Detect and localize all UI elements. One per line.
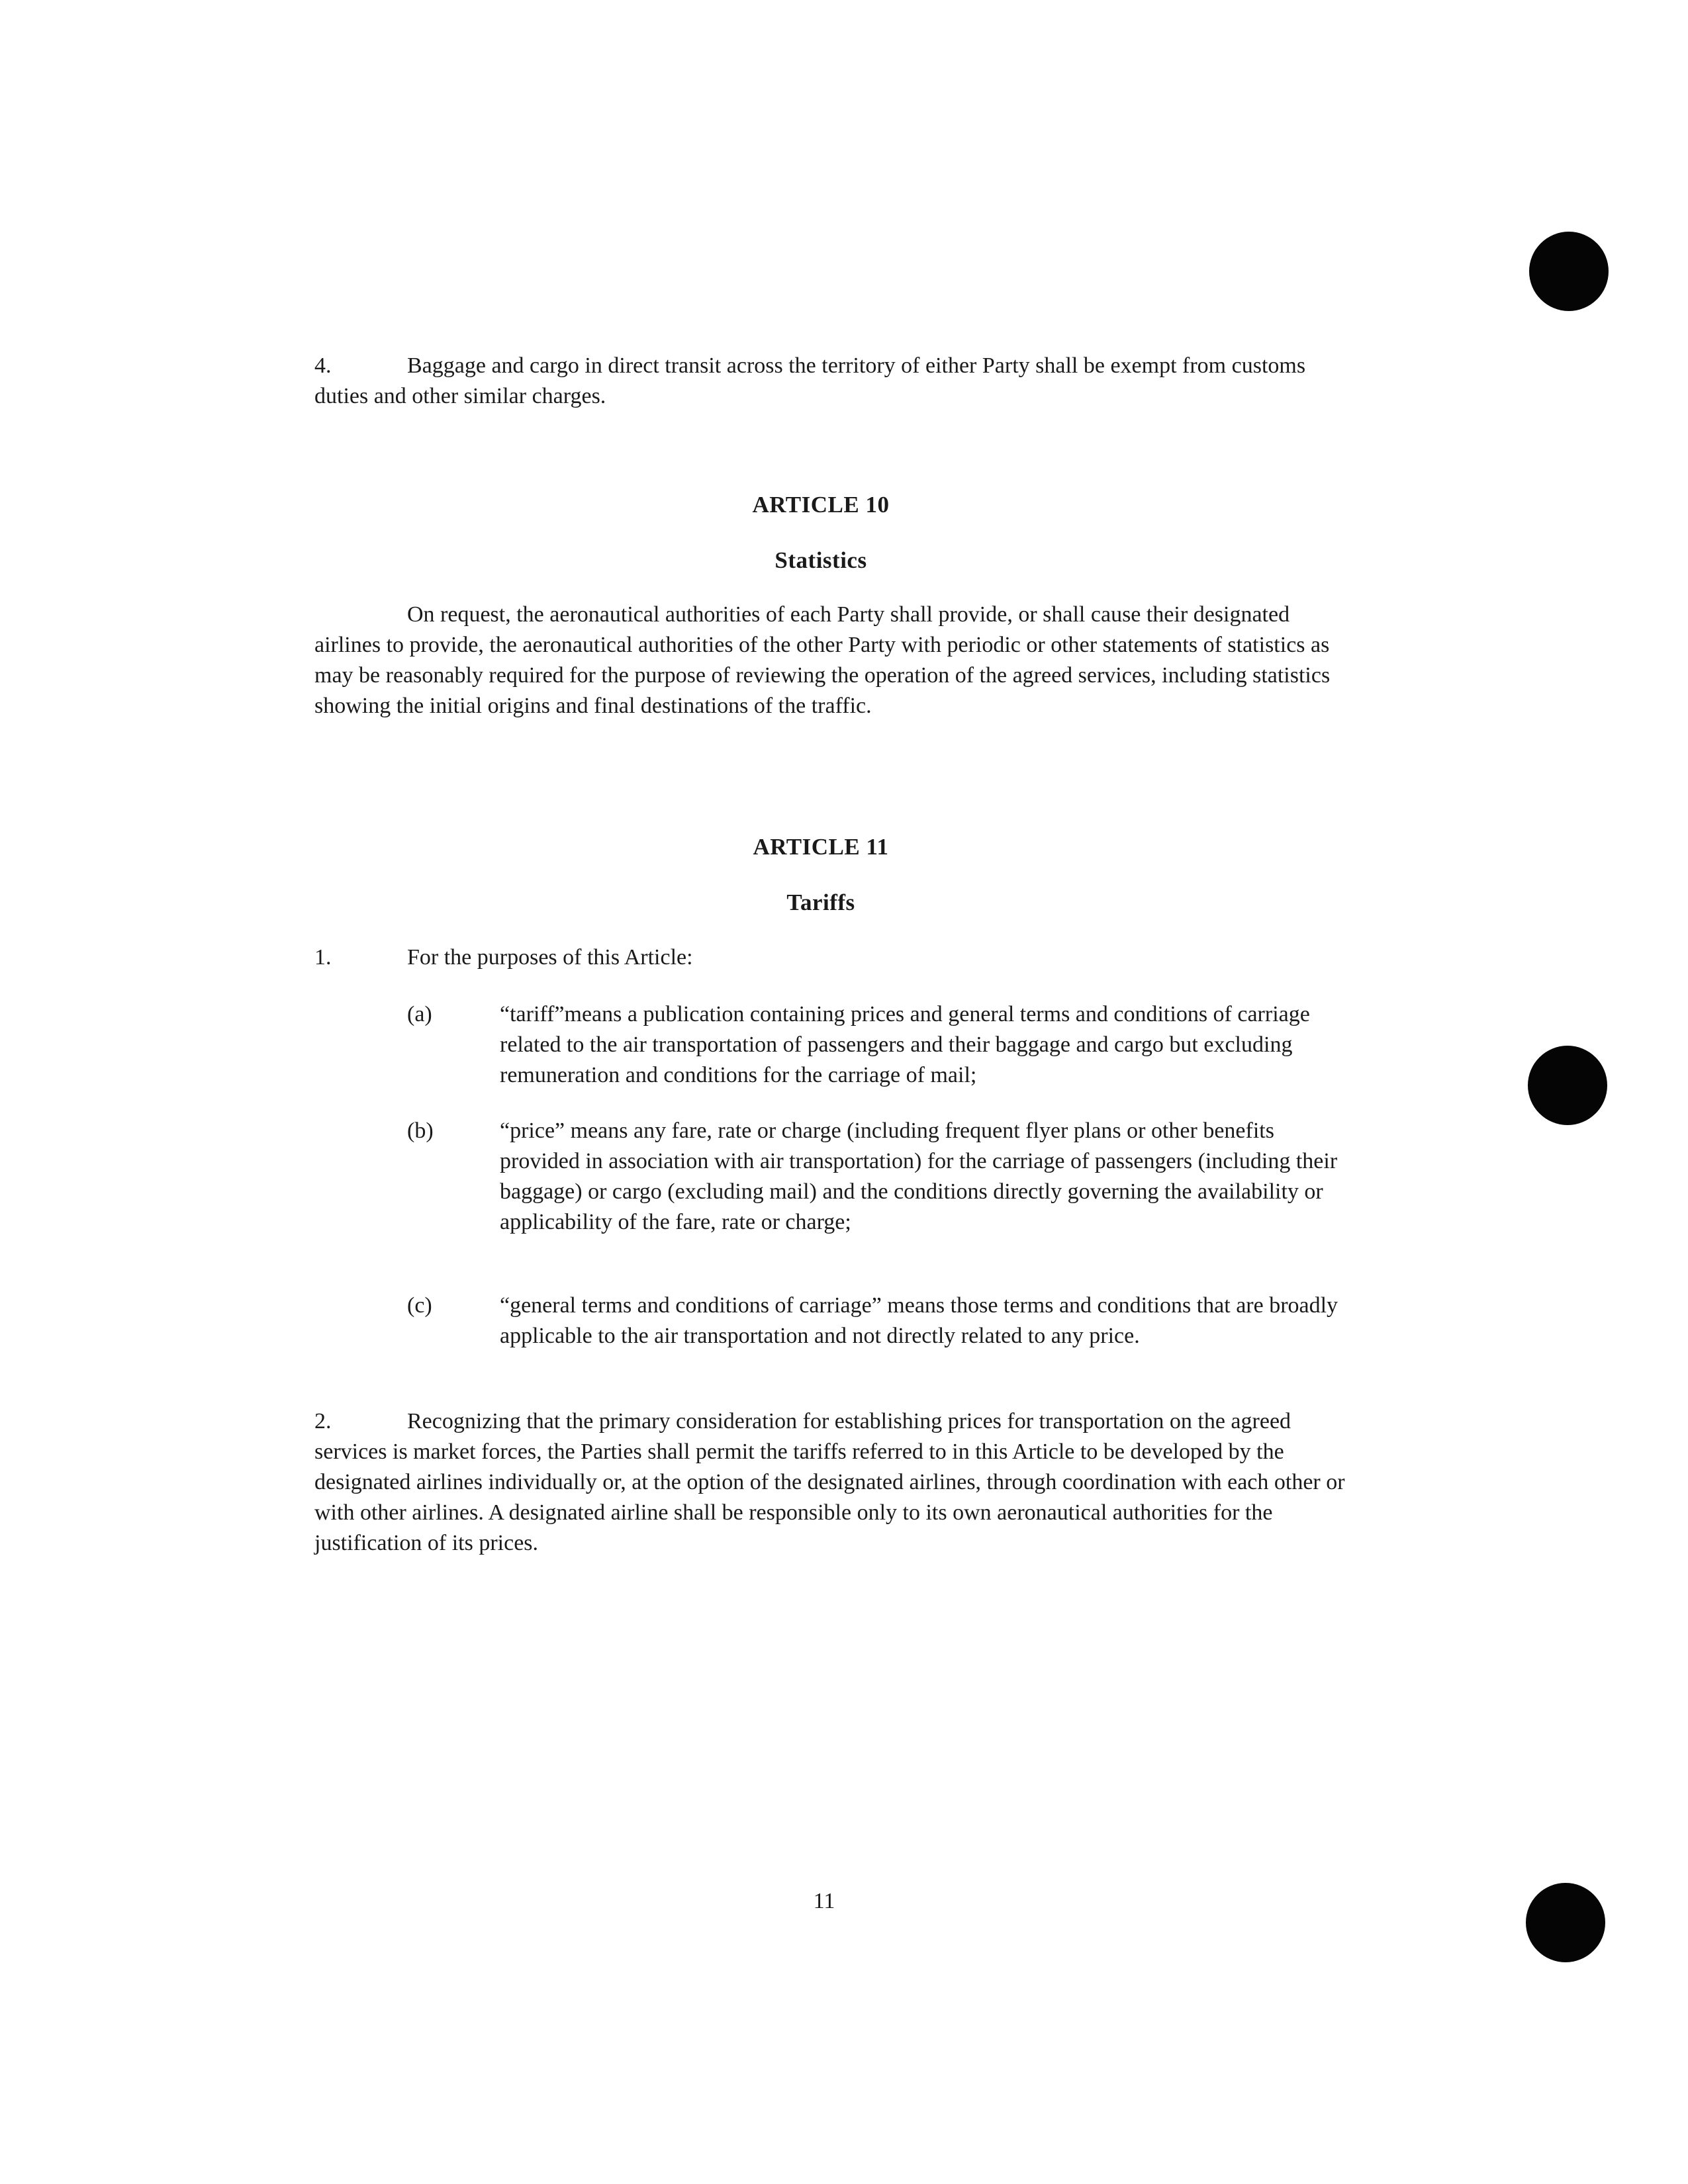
- definition-label-b: (b): [407, 1118, 434, 1143]
- definition-text-a: “tariff”means a publication containing prices and general terms and conditions of carriage related to the air transportation of passengers and their baggage and cargo but excluding remuneration and conditions for the carriage of mail;: [500, 1002, 1310, 1087]
- punch-hole-middle: [1528, 1046, 1607, 1125]
- article-10-paragraph: On request, the aeronautical authorities of each Party shall provide, or shall cause their designated airlines to provide, the aeronautical authorities of the other Party with periodic or other statements of statistics as may be reasonably required for the purpose of reviewing the operation of the agreed services, including statistics showing the initial origins and final destinations of the traffic.: [314, 602, 1331, 718]
- section-4-number: 4.: [314, 353, 332, 378]
- section-4-paragraph: [314, 351, 1347, 412]
- punch-hole-top: [1529, 232, 1609, 311]
- article-11-heading: ARTICLE 11: [753, 834, 889, 860]
- definition-label-a: (a): [407, 1002, 432, 1026]
- definition-text-c: “general terms and conditions of carriage” means those terms and conditions that are broadly applicable to the air transportation and not directly related to any price.: [500, 1293, 1338, 1348]
- section-4-text: Baggage and cargo in direct transit across the territory of either Party shall be exempt from customs duties and other similar charges.: [314, 353, 1306, 408]
- article-11-subheading: Tariffs: [786, 889, 855, 915]
- article-11-item-1-number: 1.: [314, 945, 332, 970]
- definition-text-b: “price” means any fare, rate or charge (including frequent flyer plans or other benefits provided in association with air transportation) for the carriage of passengers (including their baggage) or cargo (excluding mail) and the conditions directly governing the availability or applicability of the fare, rate or charge;: [500, 1118, 1338, 1234]
- article-10-heading: ARTICLE 10: [752, 492, 890, 518]
- definition-label-c: (c): [407, 1293, 432, 1318]
- article-10-subheading: Statistics: [774, 547, 867, 573]
- article-11-item-2-number: 2.: [314, 1409, 332, 1433]
- article-11-item-1: [314, 942, 1347, 973]
- article-11-item-2: [314, 1406, 1347, 1559]
- article-11-item-1-text: For the purposes of this Article:: [407, 945, 693, 970]
- article-11-item-2-text: Recognizing that the primary consideration for establishing prices for transportation on the agreed services is market forces, the Parties shall permit the tariffs referred to in this Article to be developed by the designated airlines individually or, at the option of the designated airlines, through coordination with each other or with other airlines. A designated airline shall be responsible only to its own aeronautical authorities for the justification of its prices.: [314, 1409, 1345, 1555]
- page-number: 11: [813, 1889, 835, 1913]
